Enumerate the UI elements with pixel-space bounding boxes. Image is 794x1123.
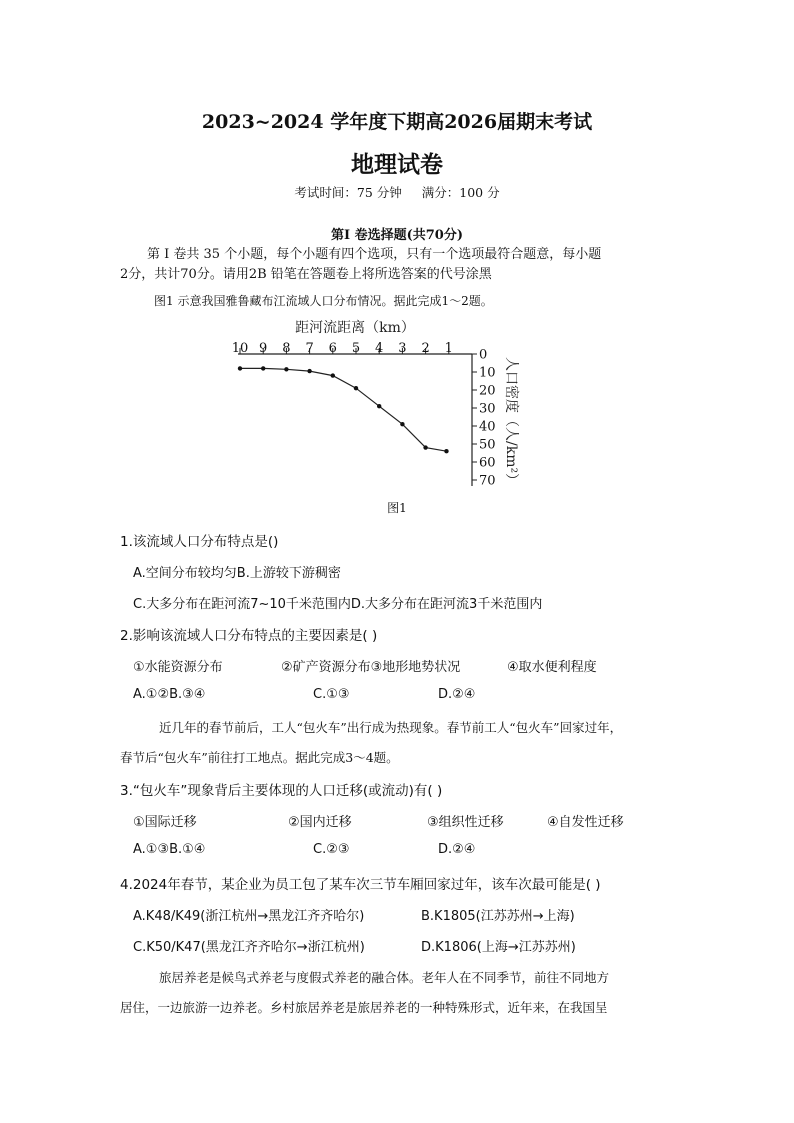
section-title: 第I 卷选择题(共70分) [331, 228, 463, 243]
question-3-item-3: ③组织性迁移 [427, 815, 504, 830]
chart-x-tick-label: 2 [421, 341, 430, 356]
question-2-option-a: A.①②B.③④ [133, 687, 206, 702]
question-3-option-a: A.①③B.①④ [133, 842, 206, 857]
question-2-option-c: C.①③ [313, 687, 350, 702]
material-2-line1: 近几年的春节前后，工人“包火车”出行成为热现象。春节前工人“包火车”回家过年， [159, 720, 623, 735]
question-3-item-2: ②国内迁移 [288, 815, 352, 830]
chart-data-point [307, 369, 311, 373]
question-4-option-a: A.K48/K49(浙江杭州→黑龙江齐齐哈尔) [133, 909, 365, 924]
chart-y-axis-label: 人口密度（人/km²） [503, 357, 519, 488]
chart-x-axis-label: 距河流距离（km） [295, 320, 415, 336]
chart-x-tick-label: 5 [351, 341, 361, 356]
chart-data-point [331, 373, 335, 377]
exam-score: 满分：100 分 [421, 185, 500, 200]
figure-caption: 图1 [387, 501, 407, 515]
chart-data-point [400, 422, 404, 426]
question-4-stem: 4.2024年春节，某企业为员工包了某车次三节车厢回家过年，该车次最可能是( ) [120, 877, 601, 893]
question-3-item-4: ④自发性迁移 [547, 815, 624, 830]
question-4-option-d: D.K1806(上海→江苏苏州) [421, 940, 576, 955]
question-2-item-1: ①水能资源分布 [133, 660, 223, 675]
chart-y-tick-label: 20 [479, 383, 496, 399]
chart-y-tick-label: 40 [479, 419, 496, 435]
exam-meta [0, 183, 794, 201]
question-2-item-3: ④取水便利程度 [507, 660, 597, 675]
material-2-line2: 春节后“包火车”前往打工地点。据此完成3～4题。 [120, 750, 399, 765]
chart-x-tick-label: 7 [305, 341, 314, 356]
question-2-option-d: D.②④ [438, 687, 476, 702]
chart-y-tick-label: 0 [479, 347, 488, 363]
chart-x-tick-label: 3 [398, 341, 407, 356]
material-3-line2: 居住，一边旅游一边养老。乡村旅居养老是旅居养老的一种特殊形式，近年来，在我国呈 [120, 1000, 608, 1015]
chart-data-point [354, 386, 358, 390]
chart-series-line [240, 368, 446, 451]
chart-y-tick-label: 50 [479, 437, 496, 453]
chart-x-tick-label: 1 [444, 341, 453, 356]
question-2-item-2: ②矿产资源分布③地形地势状况 [281, 660, 461, 675]
chart-x-tick-label: 10 [231, 341, 249, 356]
question-3-option-d: D.②④ [438, 842, 476, 857]
question-4-option-c: C.K50/K47(黑龙江齐齐哈尔→浙江杭州) [133, 940, 365, 955]
chart-y-tick-label: 10 [479, 365, 496, 381]
chart-x-tick-label: 4 [375, 341, 384, 356]
chart-y-tick-label: 70 [479, 473, 496, 489]
question-4-option-b: B.K1805(江苏苏州→上海) [421, 909, 575, 924]
chart-x-tick-label: 9 [259, 341, 268, 356]
chart-data-point [444, 449, 448, 453]
question-3-option-c: C.②③ [313, 842, 350, 857]
section-intro-line2: 2分，共计70分。请用2B 铅笔在答题卷上将所选答案的代号涂黑 [120, 267, 492, 282]
chart-data-point [284, 367, 288, 371]
exam-time: 考试时间：75 分钟 [294, 185, 402, 200]
chart-x-tick-label: 6 [328, 341, 337, 356]
subject-title: 地理试卷 [351, 151, 443, 178]
question-2-stem: 2.影响该流域人口分布特点的主要因素是( ) [120, 628, 378, 644]
material-3-line1: 旅居养老是候鸟式养老与度假式养老的融合体。老年人在不同季节，前往不同地方 [159, 970, 610, 985]
section-intro-line1: 第 I 卷共 35 个小题，每个小题有四个选项，只有一个选项最符合题意，每小题 [147, 247, 602, 262]
question-1-options-line2: C.大多分布在距河流7~10千米范围内D.大多分布在距河流3千米范围内 [133, 597, 543, 612]
chart-data-point [377, 404, 381, 408]
exam-title: 2023~2024 学年度下期高2026届期末考试 [201, 111, 593, 133]
question-1-options-line1: A.空间分布较均匀B.上游较下游稠密 [133, 566, 341, 581]
question-3-stem: 3.“包火车”现象背后主要体现的人口迁移(或流动)有( ) [120, 783, 443, 799]
chart-x-tick-label: 8 [282, 341, 291, 356]
chart-y-tick-label: 60 [479, 455, 496, 471]
question-1-stem: 1.该流域人口分布特点是() [120, 534, 279, 550]
chart-y-tick-label: 30 [479, 401, 496, 417]
population-chart [220, 312, 530, 502]
chart-data-point [423, 445, 427, 449]
material-1: 图1 示意我国雅鲁藏布江流域人口分布情况。据此完成1～2题。 [154, 294, 493, 308]
chart-data-point [238, 366, 242, 370]
question-3-item-1: ①国际迁移 [133, 815, 197, 830]
chart-data-point [261, 366, 265, 370]
